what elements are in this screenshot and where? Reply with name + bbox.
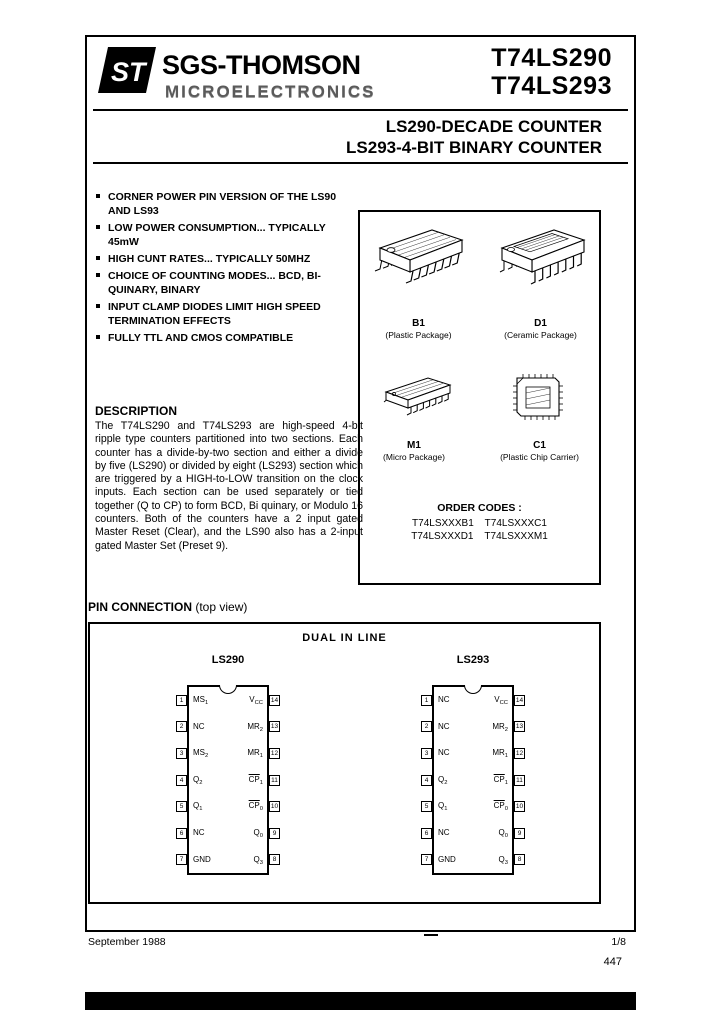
dip-body bbox=[187, 685, 269, 875]
pin-number-box: 3 bbox=[421, 748, 432, 759]
pin-label: GND bbox=[438, 854, 456, 864]
part-numbers bbox=[420, 44, 612, 100]
pin-number-box: 4 bbox=[176, 775, 187, 786]
package-d1-code: D1 bbox=[534, 318, 547, 329]
package-m1-label: (Micro Package) bbox=[383, 452, 445, 462]
description-heading: DESCRIPTION bbox=[95, 404, 178, 418]
bullet-square-icon bbox=[96, 273, 100, 277]
scan-artifact-dash bbox=[424, 934, 438, 936]
footer-date: September 1988 bbox=[88, 936, 166, 948]
pin-number-box: 8 bbox=[514, 854, 525, 865]
pin-number-box: 1 bbox=[421, 695, 432, 706]
pin-label: $Q_2$ bbox=[193, 774, 203, 786]
pin-label: $\overline{CP}_1$ bbox=[493, 774, 508, 786]
pin-label: $Q_2$ bbox=[438, 774, 448, 786]
feature-item: CORNER POWER PIN VERSION OF THE LS90 AND LS93 bbox=[95, 190, 347, 218]
pin-number-box: 13 bbox=[270, 723, 279, 731]
pin-number-box: 10 bbox=[515, 803, 524, 811]
order-codes-heading: ORDER CODES : bbox=[437, 502, 522, 514]
pin-number-box: 14 bbox=[515, 696, 524, 704]
package-b1-drawing bbox=[366, 220, 471, 312]
pin-number-box: 7 bbox=[176, 854, 187, 865]
pin-number-box: 6 bbox=[176, 828, 187, 839]
document-title bbox=[250, 116, 602, 158]
pin-label: NC bbox=[193, 827, 205, 837]
footer-page-number: 447 bbox=[603, 956, 622, 968]
pin-number-box: 13 bbox=[515, 723, 524, 731]
feature-item: FULLY TTL AND CMOS COMPATIBLE bbox=[95, 331, 347, 345]
pin-label: $\overline{CP}_0$ bbox=[248, 801, 263, 813]
title-line-1: LS290-DECADE COUNTER bbox=[385, 117, 602, 136]
feature-item: CHOICE OF COUNTING MODES... BCD, BI-QUINARY, BINARY bbox=[95, 269, 347, 297]
pin-numbers-left bbox=[421, 685, 432, 881]
pin-label: $\overline{CP}_1$ bbox=[248, 774, 263, 786]
pin-label: $Q_0$ bbox=[498, 827, 508, 839]
pin-label: NC bbox=[438, 721, 450, 731]
bullet-square-icon bbox=[96, 225, 100, 229]
pin-labels-left bbox=[434, 687, 473, 873]
pin-numbers-left bbox=[176, 685, 187, 881]
pin-label: $V_{CC}$ bbox=[249, 695, 263, 706]
dual-in-line-title: DUAL IN LINE bbox=[302, 632, 387, 644]
pin-label: $MR_2$ bbox=[492, 721, 508, 733]
pin-numbers-right bbox=[514, 685, 525, 881]
pin-label: $MS_2$ bbox=[193, 748, 209, 760]
dip-diagram-ls290 bbox=[176, 654, 280, 881]
pin-labels-left bbox=[189, 687, 228, 873]
pin-label: $MS_1$ bbox=[193, 695, 209, 706]
pin-label: NC bbox=[438, 695, 450, 704]
package-b1-code: B1 bbox=[412, 318, 425, 329]
package-m1-drawing bbox=[370, 370, 462, 428]
pin-number-box: 2 bbox=[176, 721, 187, 732]
pin-number-box: 9 bbox=[514, 828, 525, 839]
pin-label: $MR_1$ bbox=[492, 748, 508, 760]
pin-number-box: 12 bbox=[515, 749, 524, 757]
package-m1-code: M1 bbox=[407, 440, 421, 451]
pin-label: $Q_1$ bbox=[438, 801, 448, 813]
package-c1-drawing bbox=[503, 372, 565, 426]
package-b1-label: (Plastic Package) bbox=[385, 330, 452, 340]
pin-label: $Q_0$ bbox=[253, 827, 263, 839]
pin-numbers-right bbox=[269, 685, 280, 881]
pin-number-box: 5 bbox=[176, 801, 187, 812]
brand-name: SGS-THOMSON bbox=[162, 50, 361, 80]
pin-number-box: 2 bbox=[421, 721, 432, 732]
pin-number-box: 3 bbox=[176, 748, 187, 759]
pin-number-box: 1 bbox=[176, 695, 187, 706]
order-code-line-1: T74LSXXXB1 T74LSXXXC1 bbox=[412, 518, 547, 529]
pin-connection-panel bbox=[88, 622, 601, 904]
svg-text:ST: ST bbox=[111, 57, 146, 87]
part-number-2: T74LS293 bbox=[491, 72, 612, 100]
pin-label: $Q_3$ bbox=[253, 854, 263, 866]
features-list bbox=[95, 190, 347, 348]
pin-label: NC bbox=[438, 827, 450, 837]
dip-title: LS293 bbox=[456, 654, 490, 666]
package-c1-code: C1 bbox=[533, 440, 546, 451]
pin-label: $Q_3$ bbox=[498, 854, 508, 866]
bullet-square-icon bbox=[96, 194, 100, 198]
brand-subtitle: MICROELECTRONICS bbox=[165, 82, 376, 101]
title-divider bbox=[93, 162, 628, 164]
bottom-black-bar bbox=[85, 992, 636, 1010]
package-d1-label: (Ceramic Package) bbox=[504, 330, 577, 340]
bullet-square-icon bbox=[96, 335, 100, 339]
pin-labels-right bbox=[473, 687, 512, 873]
pin-label: GND bbox=[193, 854, 211, 864]
part-number-1: T74LS290 bbox=[491, 44, 612, 72]
dip-title: LS290 bbox=[211, 654, 245, 666]
st-logo bbox=[95, 46, 159, 94]
bullet-square-icon bbox=[96, 256, 100, 260]
pin-number-box: 11 bbox=[269, 775, 280, 786]
dip-body bbox=[432, 685, 514, 875]
packages-panel bbox=[358, 210, 601, 585]
dip-diagram-ls293 bbox=[421, 654, 525, 881]
pin-label: $\overline{CP}_0$ bbox=[493, 801, 508, 813]
pin-number-box: 12 bbox=[270, 749, 279, 757]
feature-item: INPUT CLAMP DIODES LIMIT HIGH SPEED TERMINATION EFFECTS bbox=[95, 300, 347, 328]
title-line-2: LS293-4-BIT BINARY COUNTER bbox=[346, 138, 602, 157]
pin-label: $Q_1$ bbox=[193, 801, 203, 813]
package-c1-label: (Plastic Chip Carrier) bbox=[500, 452, 579, 462]
pin-number-box: 7 bbox=[421, 854, 432, 865]
pin-number-box: 10 bbox=[270, 803, 279, 811]
pin-number-box: 6 bbox=[421, 828, 432, 839]
pin-label: $MR_1$ bbox=[247, 748, 263, 760]
pin-label: $V_{CC}$ bbox=[494, 695, 508, 706]
feature-item: LOW POWER CONSUMPTION... TYPICALLY 45mW bbox=[95, 221, 347, 249]
package-d1-drawing bbox=[488, 220, 593, 312]
pin-number-box: 8 bbox=[269, 854, 280, 865]
pin-labels-right bbox=[228, 687, 267, 873]
pin-number-box: 11 bbox=[514, 775, 525, 786]
pin-number-box: 4 bbox=[421, 775, 432, 786]
feature-item: HIGH CUNT RATES... TYPICALLY 50MHZ bbox=[95, 252, 347, 266]
pin-label: NC bbox=[438, 748, 450, 758]
pin-number-box: 14 bbox=[270, 696, 279, 704]
header-divider bbox=[93, 109, 628, 111]
footer-page-indicator: 1/8 bbox=[611, 936, 626, 948]
bullet-square-icon bbox=[96, 304, 100, 308]
pin-number-box: 5 bbox=[421, 801, 432, 812]
order-code-line-2: T74LSXXXD1 T74LSXXXM1 bbox=[411, 531, 548, 542]
pin-number-box: 9 bbox=[269, 828, 280, 839]
pin-label: NC bbox=[193, 721, 205, 731]
pin-connection-heading: PIN CONNECTION (top view) bbox=[88, 600, 248, 614]
pin-label: $MR_2$ bbox=[247, 721, 263, 733]
description-body: The T74LS290 and T74LS293 are high-speed 4-bit ripple type counters partitioned into two sections. Each counter has a divide-by-two section and either a divide by five (LS290) or divided by eight (LS293) section which are triggered by a HIGH-to-LOW transition on the clock inputs. Each section can be used separately or tied together (Q to CP) to form BCD, Bi quinary, or Modulo 16 counters. Both of the counters have a 2 input gated Master Reset (Clear), and the LS90 also has a 2-input gated Master Set (Preset 9). bbox=[95, 420, 363, 552]
